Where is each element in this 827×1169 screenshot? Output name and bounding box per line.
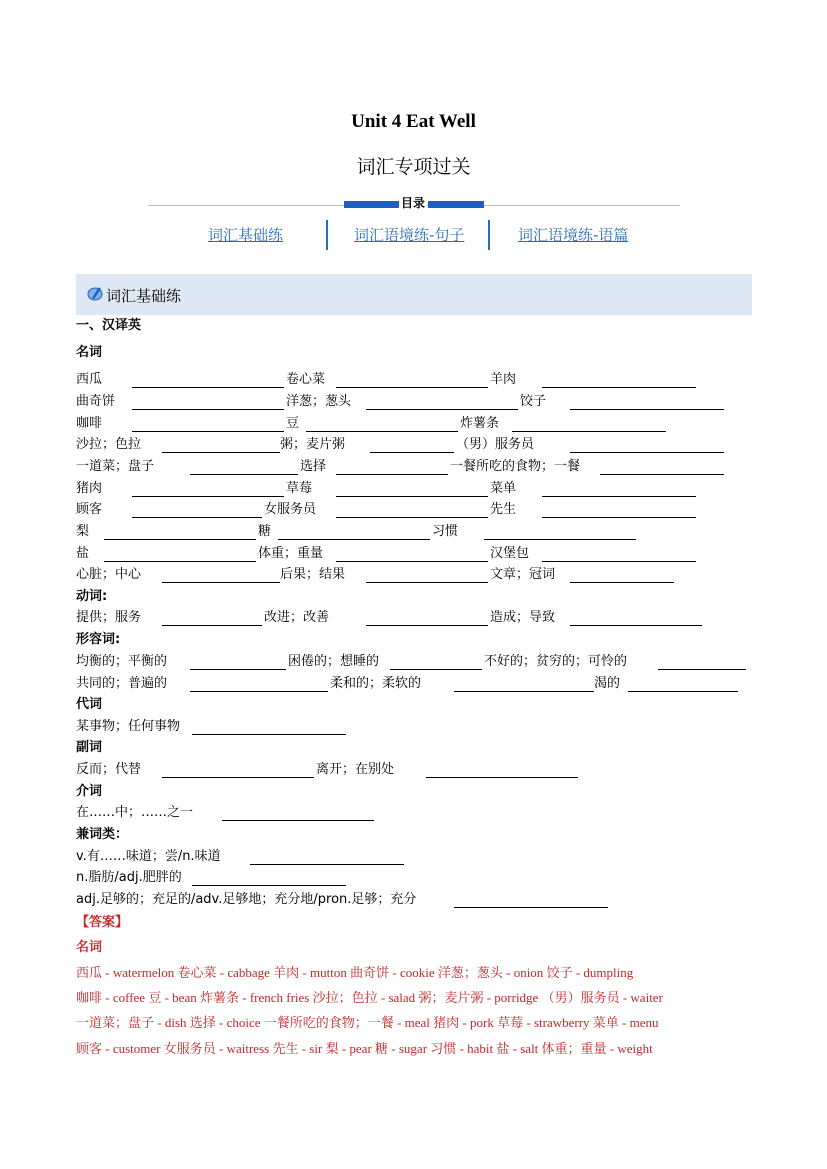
answer-blank[interactable]	[366, 625, 488, 626]
answer-blank[interactable]	[570, 625, 702, 626]
answer-zh: 菜单	[592, 1016, 619, 1031]
answer-line	[76, 1041, 653, 1058]
answer-blank[interactable]	[192, 734, 346, 735]
answer-blank[interactable]	[132, 409, 284, 410]
answer-blank[interactable]	[104, 539, 256, 540]
pron-label: 某事物；任何事物	[76, 719, 181, 734]
noun-label: 糖	[258, 524, 272, 539]
adj-label: 困倦的；想睡的	[288, 654, 380, 669]
answer-blank[interactable]	[278, 539, 430, 540]
noun-label: 西瓜	[76, 372, 103, 387]
category-pron: 代词	[76, 697, 103, 712]
noun-label: 女服务员	[264, 502, 317, 517]
answer-en: - dumpling	[572, 965, 634, 980]
category-multi: 兼词类：	[76, 827, 129, 842]
multi-label: v.有……味道；尝/n.味道	[76, 849, 221, 864]
answer-zh: 习惯	[430, 1042, 457, 1057]
category-adv: 副词	[76, 740, 103, 755]
answer-en: - sir	[298, 1041, 326, 1056]
answer-blank[interactable]	[512, 431, 666, 432]
answer-zh: 草莓	[497, 1016, 524, 1031]
answer-zh: 西瓜	[76, 966, 103, 981]
answer-zh: 一餐所吃的食物；一餐	[263, 1016, 394, 1031]
answer-blank[interactable]	[162, 625, 262, 626]
answer-zh: 咖啡	[76, 991, 103, 1006]
answer-zh: 女服务员	[163, 1042, 216, 1057]
adj-label: 柔和的；柔软的	[330, 676, 422, 691]
answer-en: - salt	[509, 1041, 542, 1056]
answer-blank[interactable]	[336, 517, 488, 518]
multi-label: n.脂肪/adj.肥胖的	[76, 870, 182, 885]
noun-label: 猪肉	[76, 481, 103, 496]
verb-label: 造成；导致	[490, 610, 556, 625]
answer-en: - waiter	[619, 990, 663, 1005]
answer-blank[interactable]	[336, 387, 488, 388]
category-prep: 介词	[76, 784, 103, 799]
answer-blank[interactable]	[250, 864, 404, 865]
answer-zh: （男）服务员	[541, 991, 620, 1006]
answer-blank[interactable]	[366, 409, 518, 410]
noun-label: 草莓	[286, 481, 313, 496]
answer-en: - meal	[393, 1015, 434, 1030]
noun-label: 后果；结果	[280, 567, 346, 582]
answer-blank[interactable]	[542, 517, 696, 518]
answer-en: - dish	[154, 1015, 190, 1030]
answer-blank[interactable]	[370, 452, 454, 453]
noun-label: 一道菜；盘子	[76, 459, 155, 474]
answer-blank[interactable]	[132, 431, 284, 432]
answer-zh: 曲奇饼	[350, 966, 390, 981]
answer-blank[interactable]	[570, 452, 724, 453]
answer-blank[interactable]	[336, 496, 488, 497]
noun-label: 顾客	[76, 502, 103, 517]
toc-separator	[326, 220, 328, 250]
noun-label: （男）服务员	[456, 437, 535, 452]
category-noun: 名词	[76, 345, 103, 360]
answer-en: - pear	[338, 1041, 376, 1056]
answer-en: - coffee	[102, 990, 149, 1005]
answer-en: - watermelon	[102, 965, 178, 980]
answer-blank[interactable]	[542, 561, 696, 562]
answer-en: - choice	[215, 1015, 264, 1030]
answer-en: - menu	[618, 1015, 659, 1030]
answer-blank[interactable]	[190, 669, 286, 670]
adj-label: 均衡的；平衡的	[76, 654, 168, 669]
answer-zh: 盐	[496, 1042, 510, 1057]
answer-en: - cookie	[389, 965, 438, 980]
adv-label: 反而；代替	[76, 762, 142, 777]
adj-label: 不好的；贫穷的；可怜的	[484, 654, 628, 669]
answer-en: - bean	[161, 990, 200, 1005]
toc-link-sentence[interactable]: 词汇语境练-句子	[354, 226, 465, 244]
noun-label: 盐	[76, 546, 90, 561]
answer-blank[interactable]	[484, 539, 636, 540]
answer-en: - habit	[456, 1041, 497, 1056]
category-adj: 形容词:	[76, 632, 121, 647]
adj-label: 渴的	[594, 676, 621, 691]
noun-label: 卷心菜	[286, 372, 326, 387]
part-heading: 一、汉译英	[76, 318, 142, 333]
answer-zh: 先生	[272, 1042, 299, 1057]
answer-en: - porridge	[483, 990, 542, 1005]
prep-label: 在……中；……之一	[76, 805, 194, 820]
answer-blank[interactable]	[390, 669, 482, 670]
answer-blank[interactable]	[600, 474, 724, 475]
section-title: 词汇基础练	[106, 287, 182, 305]
answer-en: - customer	[102, 1041, 164, 1056]
answer-en: - pork	[459, 1015, 498, 1030]
category-verb: 动词:	[76, 589, 108, 604]
noun-label: 文章；冠词	[490, 567, 556, 582]
answer-zh: 羊肉	[273, 966, 300, 981]
verb-label: 提供；服务	[76, 610, 142, 625]
noun-label: 汉堡包	[490, 546, 530, 561]
answer-blank[interactable]	[162, 452, 280, 453]
answer-zh: 猪肉	[433, 1016, 460, 1031]
answer-zh: 顾客	[76, 1042, 103, 1057]
answer-line	[76, 965, 633, 982]
answer-blank[interactable]	[336, 474, 448, 475]
page-title: Unit 4 Eat Well	[351, 111, 476, 132]
answer-blank[interactable]	[454, 907, 608, 908]
pen-icon	[86, 284, 104, 302]
toc-link-passage[interactable]: 词汇语境练-语篇	[518, 226, 629, 244]
noun-label: 体重；重量	[258, 546, 324, 561]
answer-blank[interactable]	[658, 669, 746, 670]
noun-label: 炸薯条	[460, 416, 500, 431]
noun-label: 心脏；中心	[76, 567, 142, 582]
answer-blank[interactable]	[366, 582, 488, 583]
verb-label: 改进；改善	[264, 610, 330, 625]
answer-blank[interactable]	[426, 777, 578, 778]
answer-blank[interactable]	[570, 409, 724, 410]
answer-blank[interactable]	[192, 885, 346, 886]
answer-line	[76, 990, 663, 1007]
answer-en: - cabbage	[216, 965, 274, 980]
answer-blank[interactable]	[222, 820, 374, 821]
answer-noun-heading: 名词	[76, 940, 103, 955]
toc-separator	[488, 220, 490, 250]
answer-zh: 糖	[375, 1042, 389, 1057]
noun-label: 豆	[286, 416, 300, 431]
answer-blank[interactable]	[542, 387, 696, 388]
multi-label: adj.足够的；充足的/adv.足够地；充分地/pron.足够；充分	[76, 892, 417, 907]
answer-zh: 梨	[325, 1042, 339, 1057]
answer-zh: 选择	[189, 1016, 216, 1031]
answer-en: - waitress	[215, 1041, 273, 1056]
noun-label: 一餐所吃的食物；一餐	[450, 459, 581, 474]
noun-label: 选择	[300, 459, 327, 474]
noun-label: 先生	[490, 502, 517, 517]
answer-blank[interactable]	[190, 691, 328, 692]
answer-zh: 一道菜；盘子	[76, 1016, 155, 1031]
answer-zh: 卷心菜	[177, 966, 217, 981]
answer-blank[interactable]	[454, 691, 594, 692]
answer-zh: 粥；麦片粥	[418, 991, 484, 1006]
answer-blank[interactable]	[542, 496, 696, 497]
answer-en: - weight	[606, 1041, 653, 1056]
answer-en: - strawberry	[523, 1015, 593, 1030]
answer-zh: 沙拉；色拉	[312, 991, 378, 1006]
noun-label: 洋葱；葱头	[286, 394, 352, 409]
answer-blank[interactable]	[162, 582, 280, 583]
answer-blank[interactable]	[132, 517, 262, 518]
noun-label: 曲奇饼	[76, 394, 116, 409]
answer-en: - onion	[502, 965, 547, 980]
toc-bar-left	[344, 201, 400, 208]
noun-label: 菜单	[490, 481, 517, 496]
noun-label: 习惯	[432, 524, 459, 539]
answer-zh: 豆	[148, 991, 162, 1006]
noun-label: 饺子	[520, 394, 547, 409]
answer-zh: 饺子	[546, 966, 573, 981]
noun-label: 羊肉	[490, 372, 517, 387]
answer-blank[interactable]	[132, 387, 284, 388]
answer-blank[interactable]	[628, 691, 738, 692]
answer-en: - mutton	[299, 965, 351, 980]
answer-zh: 体重；重量	[541, 1042, 607, 1057]
noun-label: 沙拉；色拉	[76, 437, 142, 452]
answer-zh: 炸薯条	[199, 991, 239, 1006]
answer-en: - salad	[377, 990, 419, 1005]
adj-label: 共同的；普遍的	[76, 676, 168, 691]
answer-en: - french fries	[238, 990, 313, 1005]
answer-line	[76, 1015, 659, 1032]
page-subtitle: 词汇专项过关	[356, 156, 471, 178]
answer-heading: 【答案】	[76, 915, 129, 930]
answer-blank[interactable]	[104, 561, 256, 562]
answer-blank[interactable]	[336, 561, 488, 562]
answer-zh: 洋葱；葱头	[437, 966, 503, 981]
answer-blank[interactable]	[132, 496, 284, 497]
toc-label: 目录	[401, 196, 426, 210]
noun-label: 粥；麦片粥	[280, 437, 346, 452]
answer-blank[interactable]	[190, 474, 298, 475]
answer-blank[interactable]	[162, 777, 314, 778]
answer-en: - sugar	[388, 1041, 431, 1056]
adv-label: 离开；在别处	[316, 762, 395, 777]
noun-label: 咖啡	[76, 416, 103, 431]
answer-blank[interactable]	[570, 582, 674, 583]
toc-link-basic[interactable]: 词汇基础练	[208, 226, 284, 244]
answer-blank[interactable]	[306, 431, 458, 432]
noun-label: 梨	[76, 524, 90, 539]
toc-bar-right	[428, 201, 484, 208]
